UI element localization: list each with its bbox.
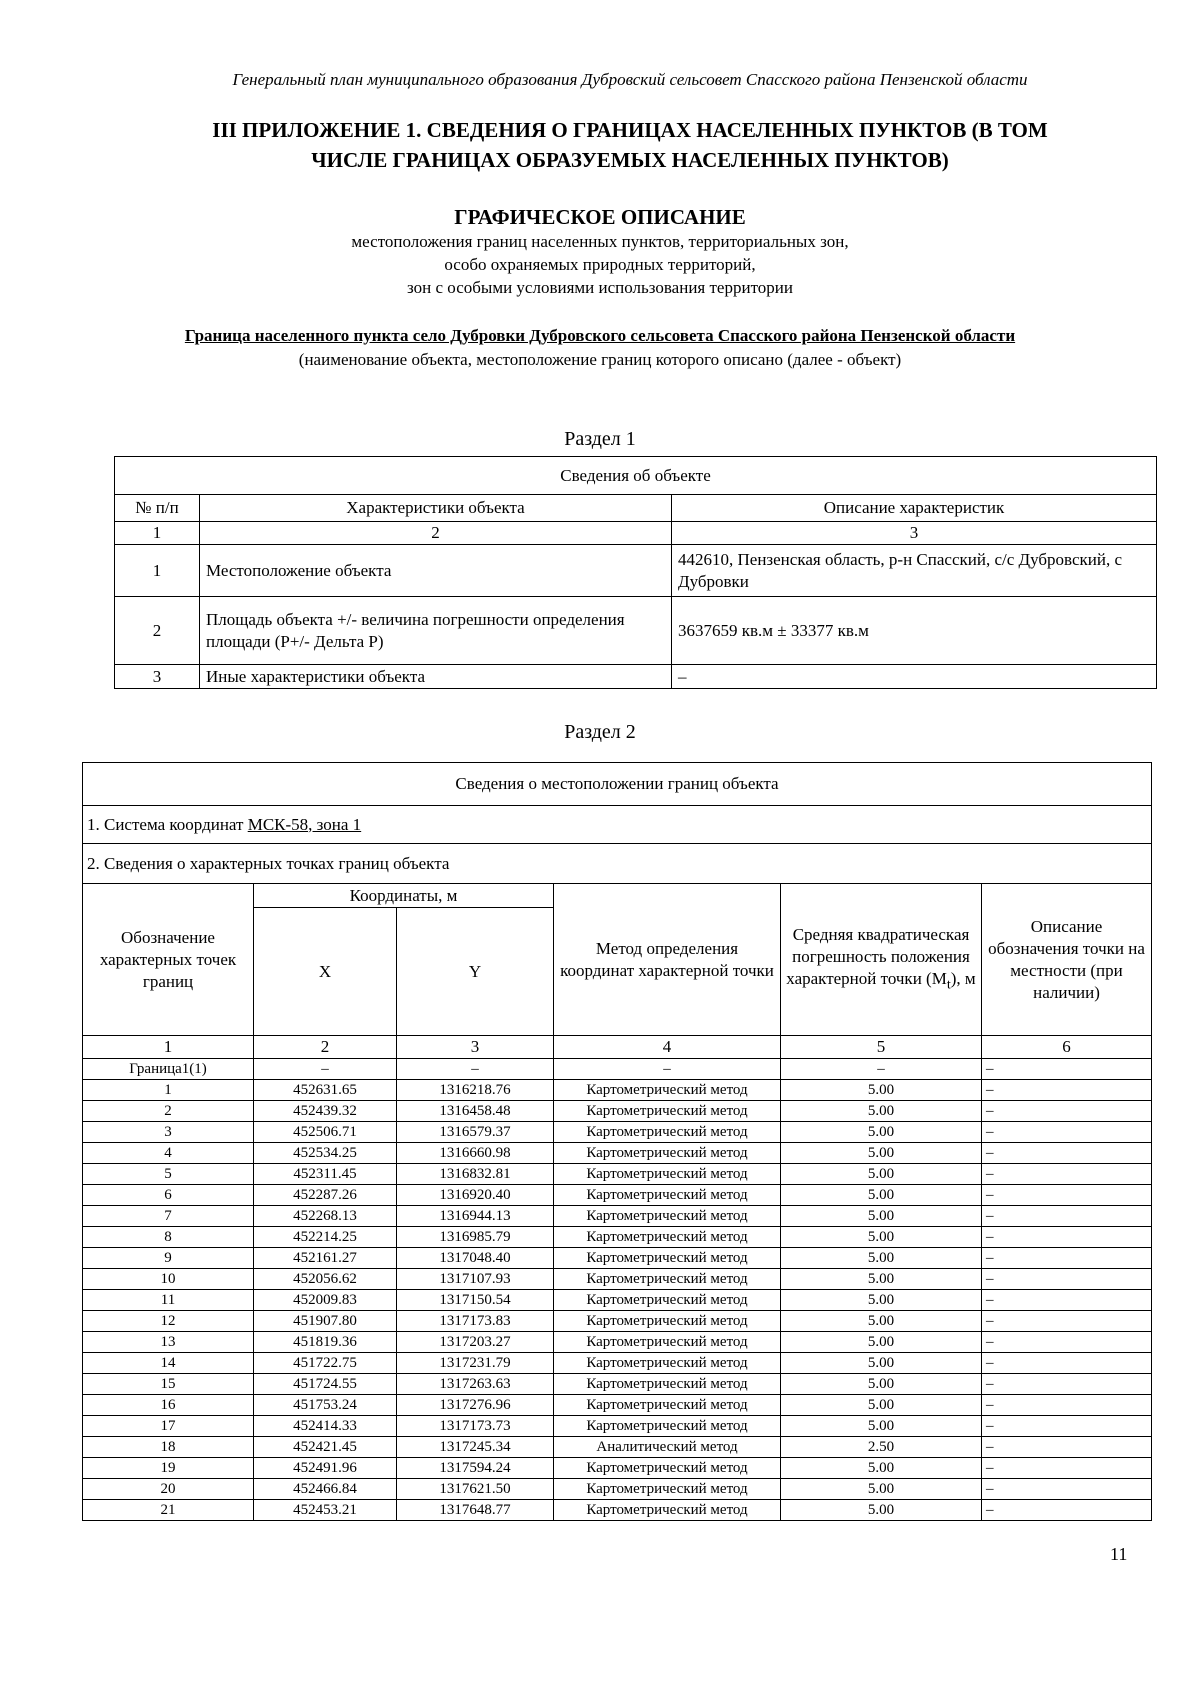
appendix-title-line: III ПРИЛОЖЕНИЕ 1. СВЕДЕНИЯ О ГРАНИЦАХ НАСЕЛЕННЫХ ПУНКТОВ (В ТОМ (212, 118, 1048, 142)
coord-x: 452268.13 (254, 1206, 397, 1227)
coord-x: 452534.25 (254, 1143, 397, 1164)
column-number: 5 (781, 1036, 982, 1059)
coord-y: 1317648.77 (397, 1500, 554, 1521)
point-id: 21 (83, 1500, 254, 1521)
error: 5.00 (781, 1185, 982, 1206)
error: 5.00 (781, 1353, 982, 1374)
description: – (982, 1227, 1152, 1248)
error: 5.00 (781, 1206, 982, 1227)
point-id: 7 (83, 1206, 254, 1227)
coord-y: 1316218.76 (397, 1080, 554, 1101)
coord-y: 1316832.81 (397, 1164, 554, 1185)
point-id: 8 (83, 1227, 254, 1248)
error: 5.00 (781, 1416, 982, 1437)
error: 5.00 (781, 1458, 982, 1479)
description: – (982, 1458, 1152, 1479)
column-header-coords: Координаты, м (254, 884, 554, 908)
coord-y: 1317263.63 (397, 1374, 554, 1395)
coord-y: 1317621.50 (397, 1479, 554, 1500)
description: – (982, 1143, 1152, 1164)
coord-y: 1317150.54 (397, 1290, 554, 1311)
error: 2.50 (781, 1437, 982, 1458)
table-row (83, 1101, 1152, 1122)
object-name: Граница населенного пункта село Дубровки Дубровского сельсовета Спасского района Пензенской области (184, 326, 1016, 345)
coordinate-system-value: МСК-58, зона 1 (247, 814, 362, 834)
point-id: 2 (83, 1101, 254, 1122)
table-row (83, 1332, 1152, 1353)
coord-y: 1317173.73 (397, 1416, 554, 1437)
description: – (982, 1353, 1152, 1374)
coord-x: 452491.96 (254, 1458, 397, 1479)
point-id: 19 (83, 1458, 254, 1479)
table-row (83, 1227, 1152, 1248)
column-header-x: X (254, 908, 397, 1036)
coord-x: 451722.75 (254, 1353, 397, 1374)
point-id: 6 (83, 1185, 254, 1206)
coord-x: 452453.21 (254, 1500, 397, 1521)
column-number: 2 (200, 522, 672, 545)
graphic-description-title: ГРАФИЧЕСКОЕ ОПИСАНИЕ (454, 205, 746, 229)
point-id: 12 (83, 1311, 254, 1332)
description: – (982, 1101, 1152, 1122)
characteristic-name: Местоположение объекта (200, 545, 672, 597)
column-header-point: Обозначение характерных точек границ (83, 884, 254, 1036)
appendix-title-line: ЧИСЛЕ ГРАНИЦАХ ОБРАЗУЕМЫХ НАСЕЛЕННЫХ ПУНКТОВ) (311, 148, 949, 172)
error: 5.00 (781, 1101, 982, 1122)
point-id: 16 (83, 1395, 254, 1416)
error: 5.00 (781, 1122, 982, 1143)
section-1-label: Раздел 1 (564, 428, 636, 450)
characteristic-name: Иные характеристики объекта (200, 665, 672, 689)
column-header-method: Метод определения координат характерной точки (554, 884, 781, 1036)
coord-x: 451724.55 (254, 1374, 397, 1395)
method: Картометрический метод (554, 1269, 781, 1290)
table-row (83, 1080, 1152, 1101)
point-id: 5 (83, 1164, 254, 1185)
column-header: Характеристики объекта (200, 495, 672, 522)
coord-y: 1317245.34 (397, 1437, 554, 1458)
method: Картометрический метод (554, 1227, 781, 1248)
graphic-subtitle: особо охраняемых природных территорий, (444, 255, 756, 274)
table-row (83, 1143, 1152, 1164)
column-number: 6 (982, 1036, 1152, 1059)
column-header-description: Описание обозначения точки на местности (при наличии) (982, 884, 1152, 1036)
description: – (982, 1416, 1152, 1437)
error: 5.00 (781, 1080, 982, 1101)
error: 5.00 (781, 1227, 982, 1248)
coord-x: 452056.62 (254, 1269, 397, 1290)
column-number: 2 (254, 1036, 397, 1059)
description: – (982, 1311, 1152, 1332)
coord-x: 452414.33 (254, 1416, 397, 1437)
coord-y: – (397, 1059, 554, 1080)
coord-y: 1316944.13 (397, 1206, 554, 1227)
point-id: 13 (83, 1332, 254, 1353)
object-info-table (114, 456, 1157, 689)
point-id: 9 (83, 1248, 254, 1269)
description: – (982, 1248, 1152, 1269)
error: – (781, 1059, 982, 1080)
column-header: № п/п (115, 495, 200, 522)
table-row (83, 1458, 1152, 1479)
method: Картометрический метод (554, 1101, 781, 1122)
appendix-title (120, 115, 1140, 175)
column-number: 3 (397, 1036, 554, 1059)
coord-x: 452439.32 (254, 1101, 397, 1122)
error: 5.00 (781, 1374, 982, 1395)
method: Картометрический метод (554, 1416, 781, 1437)
description: – (982, 1290, 1152, 1311)
coord-y: 1317203.27 (397, 1332, 554, 1353)
method: Картометрический метод (554, 1185, 781, 1206)
graphic-subtitle: зон с особыми условиями использования территории (407, 278, 793, 297)
coord-y: 1317231.79 (397, 1353, 554, 1374)
column-header-error (781, 884, 982, 1036)
error: 5.00 (781, 1164, 982, 1185)
table-row (83, 1311, 1152, 1332)
table-row (83, 1479, 1152, 1500)
coord-x: 452311.45 (254, 1164, 397, 1185)
method: Картометрический метод (554, 1479, 781, 1500)
method: Картометрический метод (554, 1290, 781, 1311)
error: 5.00 (781, 1290, 982, 1311)
coordinate-system-label: 1. Система координат (87, 814, 248, 834)
page-number: 11 (1110, 1544, 1128, 1564)
point-id: 10 (83, 1269, 254, 1290)
table-row (83, 1395, 1152, 1416)
boundary-points-table (82, 762, 1152, 1521)
coordinate-system (83, 806, 1152, 844)
coord-x: 452161.27 (254, 1248, 397, 1269)
coord-y: 1316458.48 (397, 1101, 554, 1122)
point-id: 3 (83, 1122, 254, 1143)
error: 5.00 (781, 1395, 982, 1416)
table-row (83, 1185, 1152, 1206)
description: – (982, 1122, 1152, 1143)
method: Картометрический метод (554, 1458, 781, 1479)
method: Картометрический метод (554, 1332, 781, 1353)
error: 5.00 (781, 1143, 982, 1164)
description: – (982, 1059, 1152, 1080)
description: – (982, 1185, 1152, 1206)
error: 5.00 (781, 1332, 982, 1353)
coord-y: 1316920.40 (397, 1185, 554, 1206)
characteristic-value: – (672, 665, 1157, 689)
coord-x: 452287.26 (254, 1185, 397, 1206)
method: Картометрический метод (554, 1311, 781, 1332)
description: – (982, 1332, 1152, 1353)
point-id: 11 (83, 1290, 254, 1311)
table-row (115, 665, 1157, 689)
error: 5.00 (781, 1500, 982, 1521)
characteristic-value: 442610, Пензенская область, р-н Спасский, с/с Дубровский, с Дубровки (672, 545, 1157, 597)
method: Картометрический метод (554, 1395, 781, 1416)
coord-y: 1316579.37 (397, 1122, 554, 1143)
description: – (982, 1479, 1152, 1500)
coord-y: 1316660.98 (397, 1143, 554, 1164)
description: – (982, 1080, 1152, 1101)
table-row (83, 1269, 1152, 1290)
table-row (83, 1500, 1152, 1521)
method: Картометрический метод (554, 1206, 781, 1227)
section-2-label: Раздел 2 (564, 721, 636, 743)
characteristic-value: 3637659 кв.м ± 33377 кв.м (672, 597, 1157, 665)
table-row (115, 545, 1157, 597)
table-row (83, 1059, 1152, 1080)
table-title: Сведения о местоположении границ объекта (83, 763, 1152, 806)
error: 5.00 (781, 1311, 982, 1332)
coord-x: – (254, 1059, 397, 1080)
description: – (982, 1269, 1152, 1290)
table-row (83, 1206, 1152, 1227)
table-row (83, 1122, 1152, 1143)
table-row (83, 1374, 1152, 1395)
method: – (554, 1059, 781, 1080)
method: Картометрический метод (554, 1500, 781, 1521)
column-number: 3 (672, 522, 1157, 545)
table-row (83, 1164, 1152, 1185)
description: – (982, 1500, 1152, 1521)
point-id: 14 (83, 1353, 254, 1374)
column-number: 1 (83, 1036, 254, 1059)
table-row (115, 597, 1157, 665)
method: Картометрический метод (554, 1164, 781, 1185)
error: 5.00 (781, 1248, 982, 1269)
table-row (83, 1353, 1152, 1374)
point-id: 1 (83, 1080, 254, 1101)
description: – (982, 1395, 1152, 1416)
description: – (982, 1374, 1152, 1395)
table-row (83, 1290, 1152, 1311)
point-id: 4 (83, 1143, 254, 1164)
description: – (982, 1164, 1152, 1185)
coord-y: 1317048.40 (397, 1248, 554, 1269)
coord-x: 452421.45 (254, 1437, 397, 1458)
coord-x: 451753.24 (254, 1395, 397, 1416)
coord-x: 452506.71 (254, 1122, 397, 1143)
coord-y: 1317594.24 (397, 1458, 554, 1479)
coord-x: 452631.65 (254, 1080, 397, 1101)
method: Картометрический метод (554, 1080, 781, 1101)
running-header: Генеральный план муниципального образования Дубровский сельсовет Спасского района Пензенской области (232, 70, 1028, 89)
points-section-title: 2. Сведения о характерных точках границ объекта (83, 844, 1152, 884)
column-header-y: Y (397, 908, 554, 1036)
point-id: 15 (83, 1374, 254, 1395)
method: Картометрический метод (554, 1353, 781, 1374)
point-id: 20 (83, 1479, 254, 1500)
table-row (83, 1248, 1152, 1269)
description: – (982, 1437, 1152, 1458)
coord-x: 452009.83 (254, 1290, 397, 1311)
coord-y: 1316985.79 (397, 1227, 554, 1248)
table-title: Сведения об объекте (115, 457, 1157, 495)
description: – (982, 1206, 1152, 1227)
column-header-error-text: Средняя квадратическая погрешность положения характерной точки $(M_t)$, м (786, 924, 976, 993)
point-id: 17 (83, 1416, 254, 1437)
coord-x: 452466.84 (254, 1479, 397, 1500)
coord-y: 1317173.83 (397, 1311, 554, 1332)
column-header: Описание характеристик (672, 495, 1157, 522)
method: Картометрический метод (554, 1248, 781, 1269)
table-row (83, 1437, 1152, 1458)
object-name-note: (наименование объекта, местоположение границ которого описано (далее - объект) (298, 350, 902, 369)
table-row (83, 1416, 1152, 1437)
point-id: 18 (83, 1437, 254, 1458)
coord-x: 452214.25 (254, 1227, 397, 1248)
row-number: 1 (115, 545, 200, 597)
column-number: 1 (115, 522, 200, 545)
error: 5.00 (781, 1479, 982, 1500)
method: Картометрический метод (554, 1374, 781, 1395)
method: Картометрический метод (554, 1143, 781, 1164)
error: 5.00 (781, 1269, 982, 1290)
point-id: Граница1(1) (83, 1059, 254, 1080)
coord-y: 1317276.96 (397, 1395, 554, 1416)
method: Картометрический метод (554, 1122, 781, 1143)
column-number: 4 (554, 1036, 781, 1059)
coord-y: 1317107.93 (397, 1269, 554, 1290)
method: Аналитический метод (554, 1437, 781, 1458)
graphic-subtitle: местоположения границ населенных пунктов, территориальных зон, (351, 232, 849, 251)
characteristic-name: Площадь объекта +/- величина погрешности определения площади (P+/- Дельта P) (200, 597, 672, 665)
row-number: 2 (115, 597, 200, 665)
coord-x: 451819.36 (254, 1332, 397, 1353)
coord-x: 451907.80 (254, 1311, 397, 1332)
row-number: 3 (115, 665, 200, 689)
